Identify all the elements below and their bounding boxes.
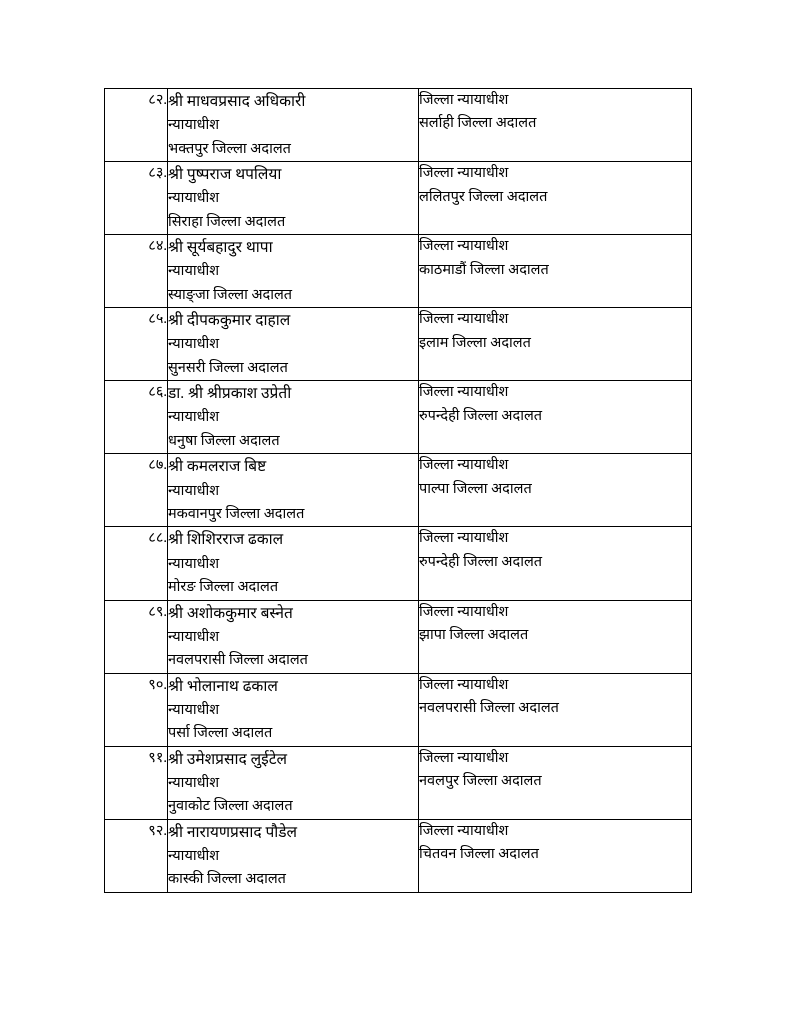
row-name-cell bbox=[168, 600, 419, 673]
judges-transfer-table-wrapper bbox=[104, 88, 688, 893]
row-current-office: नवलपरासी जिल्ला अदालत bbox=[168, 652, 308, 669]
row-current-designation: न्यायाधीश bbox=[168, 774, 220, 791]
row-name-cell bbox=[168, 162, 419, 235]
row-current-office: सिराहा जिल्ला अदालत bbox=[168, 213, 286, 230]
row-new-designation: जिल्ला न्यायाधीश bbox=[419, 311, 509, 328]
judges-transfer-table bbox=[104, 88, 692, 893]
row-name-cell bbox=[168, 235, 419, 308]
row-post-cell bbox=[419, 89, 692, 162]
row-serial-number: ८८. bbox=[105, 527, 168, 600]
row-current-office: मोरङ जिल्ला अदालत bbox=[168, 579, 279, 596]
row-post-cell bbox=[419, 235, 692, 308]
row-serial-number: ९१. bbox=[105, 746, 168, 819]
row-serial-number: ८६. bbox=[105, 381, 168, 454]
row-current-office: कास्की जिल्ला अदालत bbox=[168, 871, 286, 888]
row-new-office: नवलपुर जिल्ला अदालत bbox=[419, 773, 542, 790]
row-new-designation: जिल्ला न्यायाधीश bbox=[419, 384, 509, 401]
row-name-cell bbox=[168, 673, 419, 746]
table-row bbox=[105, 381, 692, 454]
row-name-cell bbox=[168, 527, 419, 600]
row-serial-number: ८४. bbox=[105, 235, 168, 308]
row-current-office: मकवानपुर जिल्ला अदालत bbox=[168, 505, 305, 522]
row-name-cell bbox=[168, 381, 419, 454]
table-row bbox=[105, 746, 692, 819]
row-person-name: श्री उमेशप्रसाद लुईटेल bbox=[168, 750, 288, 768]
table-row bbox=[105, 235, 692, 308]
row-new-designation: जिल्ला न्यायाधीश bbox=[419, 530, 509, 547]
row-current-office: पर्सा जिल्ला अदालत bbox=[168, 725, 273, 742]
row-post-cell bbox=[419, 527, 692, 600]
table-row bbox=[105, 819, 692, 892]
row-person-name: श्री सूर्यबहादुर थापा bbox=[168, 239, 273, 257]
row-current-designation: न्यायाधीश bbox=[168, 409, 220, 426]
row-new-designation: जिल्ला न्यायाधीश bbox=[419, 238, 509, 255]
row-new-designation: जिल्ला न्यायाधीश bbox=[419, 165, 509, 182]
table-body bbox=[105, 89, 692, 893]
row-post-cell bbox=[419, 454, 692, 527]
row-serial-number: ८७. bbox=[105, 454, 168, 527]
row-current-designation: न्यायाधीश bbox=[168, 847, 220, 864]
row-name-cell bbox=[168, 308, 419, 381]
row-current-designation: न्यायाधीश bbox=[168, 555, 220, 572]
table-row bbox=[105, 308, 692, 381]
row-serial-number: ९०. bbox=[105, 673, 168, 746]
row-name-cell bbox=[168, 819, 419, 892]
row-new-designation: जिल्ला न्यायाधीश bbox=[419, 92, 509, 108]
row-person-name: श्री भोलानाथ ढकाल bbox=[168, 677, 278, 695]
table-row bbox=[105, 673, 692, 746]
row-new-office: काठमाडौं जिल्ला अदालत bbox=[419, 261, 549, 278]
row-new-office: इलाम जिल्ला अदालत bbox=[419, 334, 531, 351]
row-current-designation: न्यायाधीश bbox=[168, 336, 220, 353]
row-post-cell bbox=[419, 308, 692, 381]
row-name-cell bbox=[168, 746, 419, 819]
row-new-office: चितवन जिल्ला अदालत bbox=[419, 846, 539, 863]
row-post-cell bbox=[419, 673, 692, 746]
table-row bbox=[105, 527, 692, 600]
row-post-cell bbox=[419, 819, 692, 892]
row-new-designation: जिल्ला न्यायाधीश bbox=[419, 676, 509, 693]
row-person-name: श्री पुष्पराज थपलिया bbox=[168, 166, 282, 184]
table-row bbox=[105, 600, 692, 673]
row-current-designation: न्यायाधीश bbox=[168, 190, 220, 207]
row-name-cell bbox=[168, 454, 419, 527]
row-new-designation: जिल्ला न्यायाधीश bbox=[419, 749, 509, 766]
table-row bbox=[105, 89, 692, 162]
row-serial-number: ९२. bbox=[105, 819, 168, 892]
row-serial-number: ८२. bbox=[105, 89, 168, 162]
row-current-designation: न्यायाधीश bbox=[168, 117, 220, 134]
table-row bbox=[105, 162, 692, 235]
row-person-name: श्री शिशिरराज ढकाल bbox=[168, 531, 284, 549]
table-row bbox=[105, 454, 692, 527]
row-person-name: श्री नारायणप्रसाद पौडेल bbox=[168, 823, 298, 841]
row-serial-number: ८९. bbox=[105, 600, 168, 673]
row-current-designation: न्यायाधीश bbox=[168, 701, 220, 718]
row-post-cell bbox=[419, 381, 692, 454]
row-new-office: सर्लाही जिल्ला अदालत bbox=[419, 115, 537, 132]
row-post-cell bbox=[419, 162, 692, 235]
row-serial-number: ८३. bbox=[105, 162, 168, 235]
row-current-designation: न्यायाधीश bbox=[168, 628, 220, 645]
row-person-name: श्री दीपककुमार दाहाल bbox=[168, 312, 291, 330]
row-new-office: रुपन्देही जिल्ला अदालत bbox=[419, 553, 543, 570]
row-current-designation: न्यायाधीश bbox=[168, 482, 220, 499]
row-new-office: पाल्पा जिल्ला अदालत bbox=[419, 480, 532, 497]
row-person-name: डा. श्री श्रीप्रकाश उप्रेती bbox=[168, 385, 292, 403]
row-new-office: झापा जिल्ला अदालत bbox=[419, 627, 529, 644]
row-serial-number: ८५. bbox=[105, 308, 168, 381]
row-person-name: श्री अशोककुमार बस्नेत bbox=[168, 604, 293, 622]
row-current-designation: न्यायाधीश bbox=[168, 263, 220, 280]
row-new-office: ललितपुर जिल्ला अदालत bbox=[419, 188, 548, 205]
row-current-office: नुवाकोट जिल्ला अदालत bbox=[168, 798, 293, 815]
row-person-name: श्री माधवप्रसाद अधिकारी bbox=[168, 93, 306, 110]
row-current-office: भक्तपुर जिल्ला अदालत bbox=[168, 140, 291, 157]
row-new-designation: जिल्ला न्यायाधीश bbox=[419, 603, 509, 620]
row-current-office: सुनसरी जिल्ला अदालत bbox=[168, 359, 288, 376]
row-person-name: श्री कमलराज बिष्ट bbox=[168, 458, 267, 476]
row-new-office: नवलपरासी जिल्ला अदालत bbox=[419, 700, 559, 717]
row-name-cell bbox=[168, 89, 419, 162]
row-current-office: धनुषा जिल्ला अदालत bbox=[168, 432, 280, 449]
row-post-cell bbox=[419, 600, 692, 673]
row-new-designation: जिल्ला न्यायाधीश bbox=[419, 457, 509, 474]
row-new-designation: जिल्ला न्यायाधीश bbox=[419, 822, 509, 839]
row-post-cell bbox=[419, 746, 692, 819]
row-new-office: रुपन्देही जिल्ला अदालत bbox=[419, 407, 543, 424]
row-current-office: स्याङ्जा जिल्ला अदालत bbox=[168, 286, 293, 303]
